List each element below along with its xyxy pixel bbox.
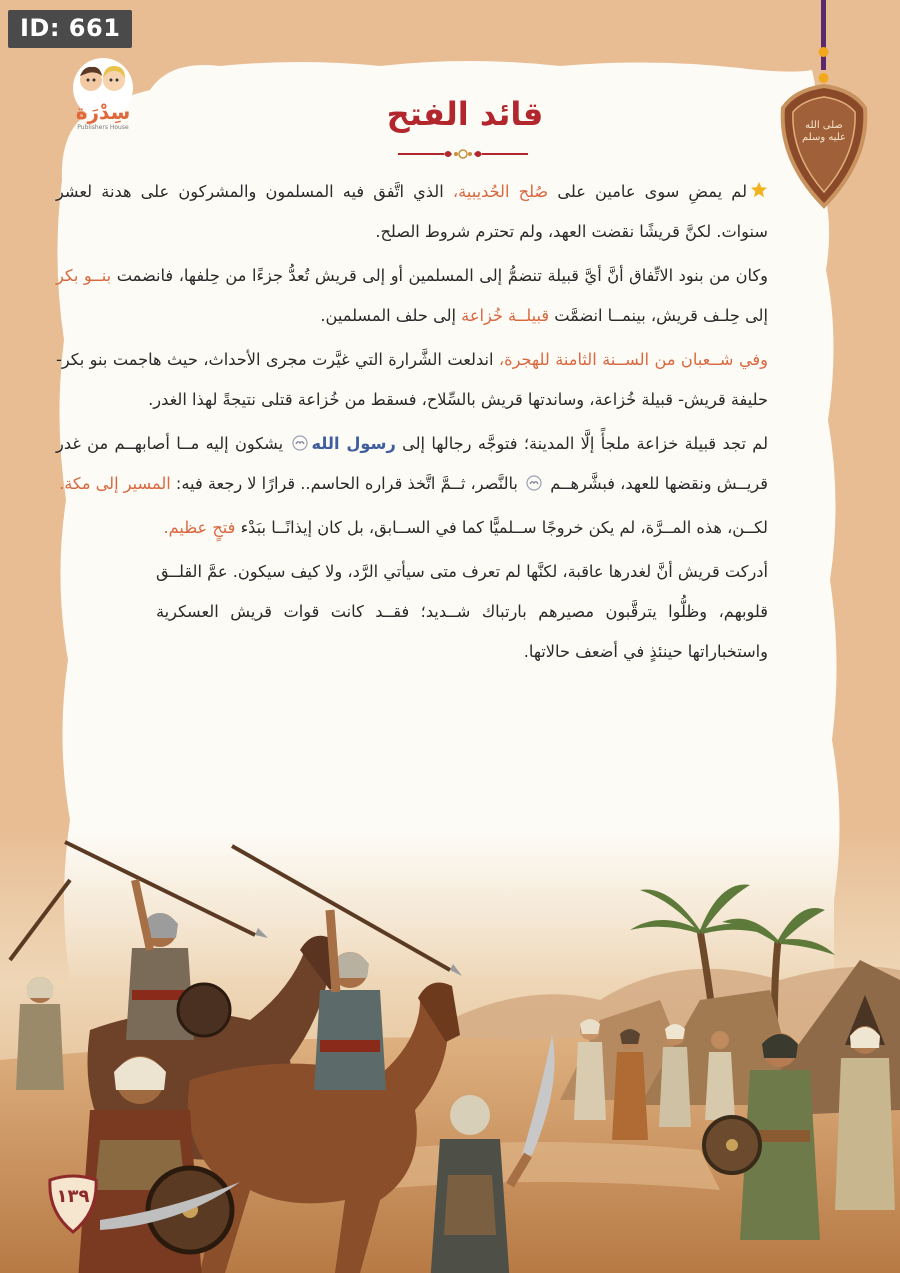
text-run: وكان من بنود الاتِّفاق أنَّ أيَّ قبيلة تنضمُّ إلى المسلمين أو إلى قريش تُعدُّ جزءًا من حِلفها، فانضمت bbox=[111, 266, 768, 285]
highlighted-phrase: صُلح الحُديبية، bbox=[452, 182, 549, 201]
publisher-logo-subtitle: Publishers House bbox=[77, 124, 129, 131]
emblem-text: صلى الله عليه وسلم bbox=[801, 120, 846, 143]
id-badge: ID: 661 bbox=[8, 10, 132, 48]
page-title: قائد الفتح bbox=[386, 95, 544, 133]
text-run: لم يمضِ سوى عامين على bbox=[548, 182, 747, 201]
star-bullet-icon bbox=[750, 181, 768, 199]
publisher-logo-text: سِدْرَة bbox=[75, 100, 131, 124]
paragraph bbox=[56, 552, 768, 672]
hanging-emblem-icon bbox=[775, 0, 873, 210]
paragraph bbox=[56, 508, 768, 548]
text-run: اندلعت الشَّرارة التي غيَّرت مجرى الأحداث، حيث هاجمت بنو بكر- حليفة قريش- قبيلة خُزاعة، وساندتها قريش بالسِّلاح، فسقط من خُزاعة قتلى نتيجةً لهذا الغدر. bbox=[56, 350, 768, 409]
salutation-icon bbox=[526, 475, 542, 491]
text-run: بالنَّصر، ثــمَّ اتَّخذ قراره الحاسم.. قرارًا لا رجعة فيه: bbox=[170, 474, 524, 493]
paragraph bbox=[56, 424, 768, 504]
battle-scene-illustration bbox=[0, 830, 900, 1273]
text-run: إلى حِلـف قريش، بينمــا انضمَّت bbox=[549, 306, 768, 325]
page-number: ١٣٩ bbox=[56, 1186, 90, 1207]
article-body bbox=[56, 172, 768, 676]
prophet-name: رسول الله bbox=[311, 434, 396, 453]
highlighted-phrase: المسير إلى مكة. bbox=[59, 474, 171, 493]
salutation-icon bbox=[292, 435, 308, 451]
text-run: الذي اتَّفق فيه المسلمون والمشركون على هدنة لعشر سنوات. لكنَّ قريشًا نقضت العهد، ولم تحترم شروط الصلح. bbox=[56, 182, 768, 241]
text-run: أدركت قريش أنَّ لغدرها عاقبة، لكنَّها لم تعرف متى سيأتي الرَّد، ولا كيف سيكون. عمَّ القلــق قلوبهم، وظلُّوا يترقَّبون مصيرهم بارتباك شــديد؛ فقــد كانت قوات قريش العسكرية واستخباراتها حينئذٍ في أضعف حالاتها. bbox=[156, 562, 768, 661]
text-run: إلى حلف المسلمين. bbox=[320, 306, 462, 325]
paragraph bbox=[56, 172, 768, 252]
paragraph bbox=[56, 340, 768, 420]
highlighted-phrase: وفي شــعبان من الســنة الثامنة للهجرة، bbox=[498, 350, 768, 369]
highlighted-phrase: قبيلــة خُزاعة bbox=[461, 306, 550, 325]
highlighted-phrase: بنــو بكر bbox=[56, 266, 112, 285]
title-ornament-icon bbox=[398, 146, 528, 162]
text-run: يشكون إليه مــا أصابهــم من غدر قريــش ونقضها للعهد، فبشَّرهــم bbox=[56, 434, 768, 493]
highlighted-phrase: فتحٍ عظيم. bbox=[163, 518, 236, 537]
paragraph bbox=[56, 256, 768, 336]
text-run: لكــن، هذه المــرَّة، لم يكن خروجًا ســلميًّا كما في الســابق، بل كان إيذانًــا ببَدْء bbox=[235, 518, 768, 537]
text-run: لم تجد قبيلة خزاعة ملجأً إلَّا المدينة؛ فتوجَّه رجالها إلى bbox=[395, 434, 769, 453]
